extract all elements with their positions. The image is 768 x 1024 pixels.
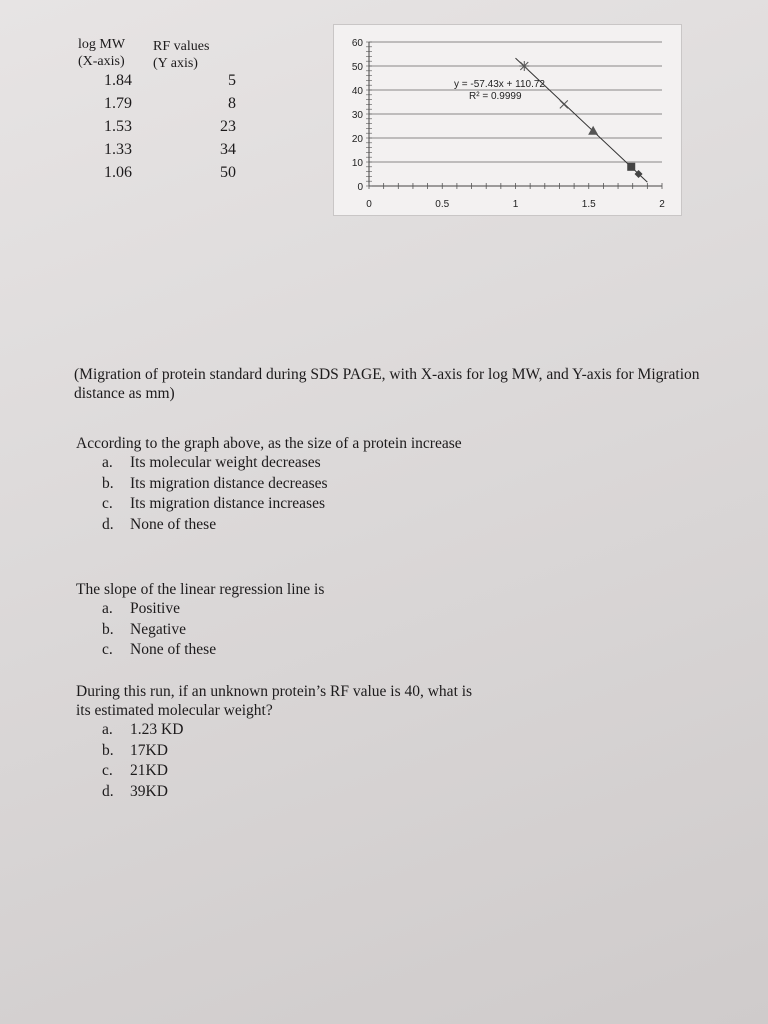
option-letter: b. (102, 620, 114, 638)
x-header-line: (X-axis) (78, 54, 125, 69)
y-tick-label: 30 (351, 110, 363, 121)
option-text: Its migration distance decreases (130, 474, 328, 492)
data-point-marker (519, 61, 529, 71)
answer-option[interactable] (102, 620, 496, 641)
chart-svg (334, 25, 681, 215)
option-text: 39KD (130, 782, 168, 800)
answer-options (76, 453, 496, 535)
log-mw-value: 1.33 (104, 141, 132, 158)
answer-options (76, 599, 496, 661)
log-mw-value: 1.79 (104, 95, 132, 112)
regression-chart (333, 24, 682, 216)
option-text: 21KD (130, 762, 168, 779)
y-tick-label: 50 (351, 62, 363, 73)
log-mw-value: 1.06 (104, 164, 132, 181)
log-mw-value: 1.53 (104, 118, 132, 135)
rf-value: 50 (220, 164, 236, 181)
figure-caption: (Migration of protein standard during SDS PAGE, with X-axis for log MW, and Y-axis for Migration distance as mm) (74, 366, 700, 402)
answer-options (76, 720, 496, 802)
x-tick-label: 1 (512, 199, 519, 210)
x-tick-label: 0.5 (435, 199, 450, 210)
option-letter: a. (102, 600, 113, 617)
answer-option[interactable] (102, 761, 496, 782)
y-tick-label: 40 (351, 86, 363, 97)
option-letter: b. (102, 741, 114, 759)
x-header-line: log MW (78, 37, 126, 52)
option-text: Its migration distance increases (130, 495, 325, 512)
x-tick-label: 0 (366, 199, 372, 210)
trendline-equation: y = -57.43x + 110.72 (454, 79, 545, 90)
answer-option[interactable] (102, 640, 496, 661)
table-row (78, 164, 248, 187)
option-letter: a. (102, 454, 113, 471)
rf-value: 34 (220, 141, 236, 158)
answer-option[interactable] (102, 782, 496, 803)
data-point-marker (588, 126, 598, 135)
question-3 (76, 682, 496, 802)
y-header-line: (Y axis) (153, 56, 198, 71)
rf-value: 5 (228, 72, 236, 89)
table-row (78, 141, 248, 164)
y-tick-label: 20 (351, 134, 363, 145)
table-row (78, 118, 248, 141)
option-text: Positive (130, 600, 180, 617)
x-axis-header (78, 36, 125, 70)
data-point-marker (560, 100, 568, 108)
table-row (78, 95, 248, 118)
answer-option[interactable] (102, 515, 496, 536)
option-text: 1.23 KD (130, 721, 184, 738)
y-tick-label: 60 (351, 38, 363, 49)
answer-option[interactable] (102, 453, 496, 474)
option-letter: d. (102, 782, 114, 800)
x-tick-label: 1.5 (581, 199, 596, 210)
option-text: None of these (130, 641, 217, 658)
answer-option[interactable] (102, 741, 496, 762)
rf-value: 8 (228, 95, 236, 112)
answer-option[interactable] (102, 494, 496, 515)
question-stem: During this run, if an unknown protein’s RF value is 40, what is its estimated molecular weight? (76, 683, 473, 719)
y-tick-label: 0 (357, 182, 363, 193)
question-stem: The slope of the linear regression line is (76, 581, 325, 598)
x-tick-label: 2 (659, 199, 665, 210)
question-1 (76, 434, 496, 535)
y-header-line: RF values (153, 39, 210, 54)
rf-value: 23 (220, 118, 236, 135)
option-letter: a. (102, 721, 113, 738)
option-letter: b. (102, 474, 114, 492)
option-letter: c. (102, 495, 113, 512)
log-mw-value: 1.84 (104, 72, 132, 89)
answer-option[interactable] (102, 599, 496, 620)
option-text: 17KD (130, 741, 168, 759)
axes (366, 42, 662, 189)
y-axis-header (153, 38, 209, 72)
data-point-marker (627, 163, 635, 171)
gridlines (369, 42, 662, 162)
option-text: Negative (130, 620, 186, 638)
option-text: Its molecular weight decreases (130, 454, 321, 471)
option-letter: c. (102, 641, 113, 658)
r-squared-label: R² = 0.9999 (469, 91, 522, 102)
question-2 (76, 580, 496, 661)
y-tick-label: 10 (351, 158, 363, 169)
option-letter: d. (102, 515, 114, 533)
option-letter: c. (102, 762, 113, 779)
answer-option[interactable] (102, 720, 496, 741)
option-text: None of these (130, 515, 217, 533)
question-stem: According to the graph above, as the size of a protein increase (76, 435, 462, 452)
table-row (78, 72, 248, 95)
answer-option[interactable] (102, 474, 496, 495)
